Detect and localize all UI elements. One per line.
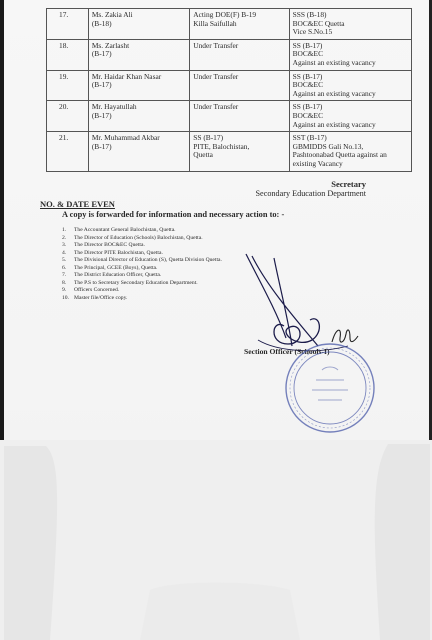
cell-serial: 18. — [47, 39, 89, 70]
cell-serial: 20. — [47, 101, 89, 132]
to-station: BOC&EC — [292, 80, 323, 90]
list-item: 10. Master file/Office copy. — [62, 294, 128, 301]
employee-grade: (B-17) — [91, 80, 112, 90]
to-note-cont: existing Vacancy — [292, 158, 343, 168]
to-station: BOC&EC — [292, 49, 323, 59]
from-post: Under Transfer — [193, 102, 239, 112]
to-post: SS (B-17) — [292, 40, 323, 50]
cell-name — [88, 39, 189, 70]
to-note: Pashtoonabad Quetta against an — [292, 150, 387, 160]
from-station: Killa Saifullah — [193, 18, 237, 28]
to-post: SS (B-17) — [292, 102, 323, 112]
cell-name — [88, 101, 189, 132]
section-officer-label: Section Officer (Schools-I) — [244, 347, 330, 356]
to-note: Against an existing vacancy — [292, 119, 376, 129]
table-row — [47, 132, 412, 171]
cell-from — [190, 101, 289, 132]
cell-name — [88, 132, 189, 171]
employee-grade: (B-17) — [91, 141, 112, 151]
cell-serial: 21. — [47, 132, 89, 171]
list-item: 9. Officers Concerned. — [62, 287, 120, 293]
list-item: 4. The Director PITE Balochistan, Quetta. — [62, 249, 163, 256]
cell-serial: 17. — [47, 9, 89, 40]
list-item: 8. The P.S to Secretary Secondary Education Department. — [62, 279, 198, 286]
to-post: SSS (B-18) — [292, 10, 327, 19]
table-row — [47, 9, 412, 40]
cell-from — [190, 9, 289, 40]
cell-to — [289, 9, 411, 40]
list-item: 5. The Divisional Director of Education (S), Quetta Division Quetta. — [62, 257, 222, 263]
employee-grade: (B-17) — [91, 110, 112, 120]
cell-name — [88, 70, 189, 101]
from-post: SS (B-17) — [193, 133, 224, 143]
cell-to — [289, 101, 411, 132]
cell-from — [190, 70, 289, 101]
signatory-department: Secondary Education Department — [255, 189, 366, 198]
cell-to — [289, 39, 411, 70]
cell-from — [190, 39, 289, 70]
list-item: 7. The District Education Officer, Quetta. — [62, 272, 162, 278]
to-station: GBMIDDS Gali No.13, — [292, 141, 364, 151]
list-item: 3. The Director BOC&EC Quetta. — [62, 242, 145, 248]
cell-serial: 19. — [47, 70, 89, 101]
cell-to — [289, 70, 411, 101]
no-and-date: NO. & DATE EVEN — [40, 199, 115, 209]
employee-name: Ms. Zakia Ali — [91, 10, 133, 19]
cell-name — [88, 9, 189, 40]
office-seal-stamp — [282, 340, 378, 436]
employee-grade: (B-18) — [91, 18, 112, 28]
transfer-table — [46, 8, 412, 172]
list-item: 1. The Accountant General Balochistan, Quetta. — [62, 227, 176, 233]
table-row — [47, 101, 412, 132]
employee-grade: (B-17) — [91, 49, 112, 59]
employee-name: Mr. Haidar Khan Nasar — [91, 71, 162, 81]
cell-to — [289, 132, 411, 171]
employee-name: Ms. Zarlasht — [91, 40, 130, 50]
to-station: BOC&EC — [292, 110, 323, 120]
to-note: Against an existing vacancy — [292, 57, 376, 67]
list-item: 6. The Principal, GCEE (Boys), Quetta. — [62, 264, 158, 271]
to-post: SS (B-17) — [292, 71, 323, 81]
to-station: BOC&EC Quetta — [292, 18, 345, 28]
from-station: PITE, Balochistan, — [193, 141, 250, 151]
to-note: Against an existing vacancy — [292, 88, 376, 98]
paper-fold-shadow — [0, 440, 432, 640]
from-post: Acting DOE(F) B-19 — [193, 10, 257, 19]
table-row — [47, 39, 412, 70]
copy-list — [62, 227, 222, 302]
signatory-title: Secretary — [331, 179, 366, 189]
copy-forwarded-line: A copy is forwarded for information and necessary action to: - — [62, 210, 285, 219]
table-row — [47, 70, 412, 101]
cell-from — [190, 132, 289, 171]
list-item: 2. The Director of Education (Schools) Balochistan, Quetta. — [62, 234, 203, 241]
from-city: Quetta — [193, 150, 213, 160]
to-note: Vice S.No.15 — [292, 27, 333, 37]
employee-name: Mr. Muhammad Akbar — [91, 133, 160, 143]
from-post: Under Transfer — [193, 40, 239, 50]
from-post: Under Transfer — [193, 71, 239, 81]
to-post: SST (B-17) — [292, 133, 327, 143]
employee-name: Mr. Hayatullah — [91, 102, 137, 112]
